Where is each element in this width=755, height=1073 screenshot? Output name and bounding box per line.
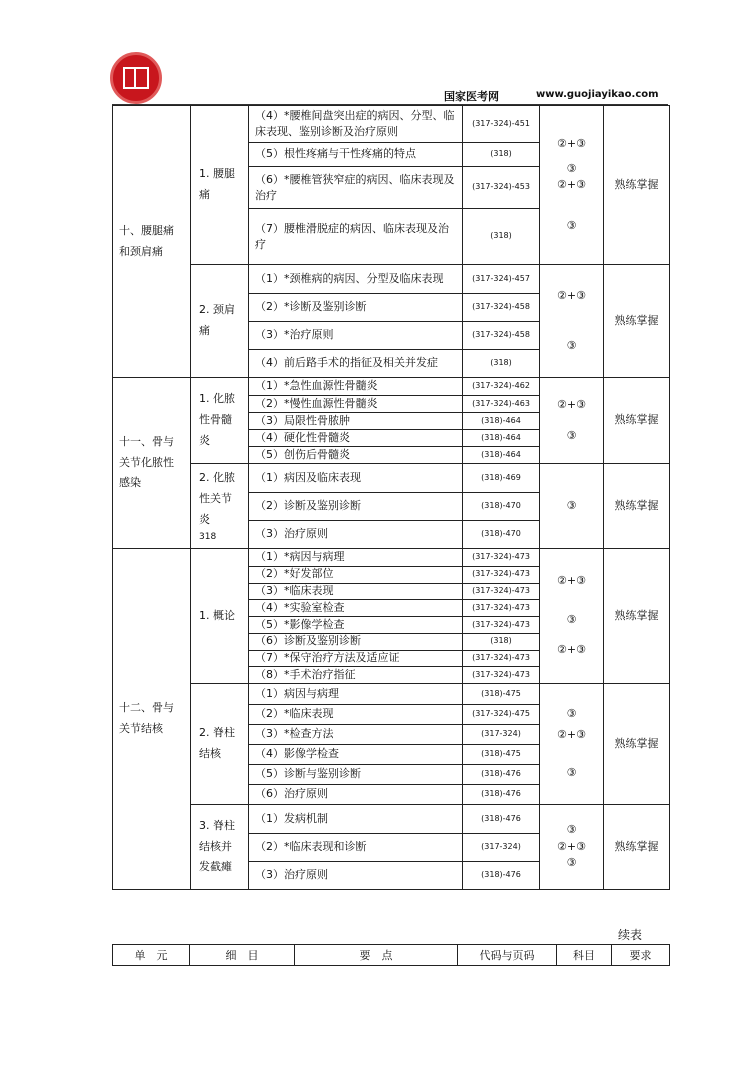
column-header: 要求 [612,945,670,966]
unit-name: 十一、骨与关节化脓性感染 [113,378,191,549]
column-header: 科目 [557,945,612,966]
subject-mark: ③ [566,339,577,352]
table-row [113,805,670,890]
point-text: （5）根性疼痛与干性疼痛的特点 [249,142,462,166]
point-text: （4）*实验室检查 [249,599,462,616]
point-text: （4）硬化性骨髓炎 [249,429,462,446]
subject-marks [540,684,604,805]
subject-mark: ③ [566,766,577,780]
point-text: （2）*慢性血源性骨髓炎 [249,395,462,412]
subject-mark: ③ [566,218,577,232]
unit-name: 十、腰腿痛和颈肩痛 [113,106,191,378]
continued-table-header [112,944,670,966]
sub-item-name: 1. 概论 [191,549,249,684]
code-text: (317-324)-458 [463,321,539,349]
point-text: （1）*颈椎病的病因、分型及临床表现 [255,271,444,285]
point-text: （6）诊断及鉴别诊断 [249,633,462,650]
subject-mark: ②+③ [557,643,586,657]
code-text: (317-324)-473 [463,666,539,683]
point-text: （3）治疗原则 [249,861,462,889]
point-text: （1）病因与病理 [255,686,339,700]
code-text: (317-324)-475 [463,704,539,724]
requirement: 熟练掌握 [604,464,670,549]
code-text: (317-324)-463 [463,395,539,412]
sub-item-number: 318 [199,532,217,543]
code-text: (318)-476 [463,764,539,784]
code-text: (317-324)-473 [463,599,539,616]
subject-mark: ③ [566,161,577,175]
subject-mark: ③ [566,612,577,626]
column-header: 细 目 [190,945,295,966]
table-row [113,378,670,464]
point-text: （1）发病机制 [255,811,328,825]
subject-mark: ②+③ [557,574,586,588]
code-text: (317-324)-473 [463,583,539,600]
code-text: (317-324)-473 [472,552,530,562]
code-text: (318)-476 [463,861,539,889]
code-text: (317-324) [463,724,539,744]
point-text: （8）*手术治疗指征 [249,666,462,683]
code-text: (318) [463,208,539,264]
subject-marks [540,106,604,265]
subject-mark: ③ [566,498,577,512]
sub-item-name: 3. 脊柱结核并发截瘫 [191,805,249,890]
subject-mark: ②+③ [557,137,586,150]
subject-marks [540,378,604,464]
site-url: www.guojiayikao.com [536,89,659,100]
point-text: （1）病因及临床表现 [255,470,361,484]
code-text: (318) [463,349,539,377]
code-text: (318)-475 [481,688,521,698]
point-text: （1）*病因与病理 [255,550,345,564]
point-text: （4）*腰椎间盘突出症的病因、分型、临床表现、鉴别诊断及治疗原则 [255,109,455,138]
column-header: 单 元 [113,945,190,966]
point-text: （2）*诊断及鉴别诊断 [249,293,462,321]
point-text: （4）前后路手术的指征及相关并发症 [249,349,462,377]
subject-mark: ②+③ [557,288,586,302]
table-row [113,106,670,265]
code-text: (318)-470 [463,492,539,520]
point-text: （2）诊断及鉴别诊断 [249,492,462,520]
point-text: （6）*腰椎管狭窄症的病因、临床表现及治疗 [249,166,462,208]
table-row [113,464,670,549]
point-text: （3）局限性骨脓肿 [249,412,462,429]
table-row [113,684,670,805]
requirement: 熟练掌握 [604,265,670,378]
code-text: (317-324)-453 [463,166,539,208]
unit-name: 十二、骨与关节结核 [113,549,191,890]
subject-mark: ③ [566,428,577,442]
requirement: 熟练掌握 [604,684,670,805]
point-text: （3）*治疗原则 [249,321,462,349]
point-text: （2）*临床表现和诊断 [249,833,462,861]
code-text: (317-324)-457 [472,273,530,283]
point-text: （3）*临床表现 [249,583,462,600]
point-text: （5）*影像学检查 [249,616,462,633]
code-text: (318) [463,633,539,650]
continued-label: 续表 [618,928,643,942]
sub-item-name: 1. 腰腿痛 [191,106,249,265]
point-text: （7）腰椎滑脱症的病因、临床表现及治疗 [249,208,462,264]
code-text: (318)-464 [463,429,539,446]
sub-item-name: 2. 脊柱结核 [191,684,249,805]
site-name: 国家医考网 [444,90,499,103]
table-header-row [113,945,670,966]
point-text: （3）治疗原则 [249,520,462,548]
code-text: (318)-476 [481,813,521,823]
requirement: 熟练掌握 [604,106,670,265]
sub-item-name: 2. 化脓性关节炎 [199,471,235,527]
code-text: (318)-475 [463,744,539,764]
subject-marks [540,265,604,378]
code-text: (317-324)-462 [472,381,530,391]
requirement: 熟练掌握 [604,378,670,464]
code-text: (317-324)-451 [472,118,530,128]
subject-marks [540,549,604,684]
sub-item-name: 1. 化脓性骨髓炎 [191,378,249,464]
sub-item-name: 2. 颈肩痛 [191,265,249,378]
table-row [113,265,670,378]
subject-mark: ②+③ [557,398,586,411]
subject-mark: ③ [566,856,577,870]
subject-marks [540,464,604,549]
guojiayikao-logo [110,52,162,104]
sub-item [191,464,249,549]
subject-mark: ②+③ [557,727,586,741]
point-text: （5）诊断与鉴别诊断 [249,764,462,784]
subject-mark: ②+③ [557,839,586,853]
code-text: (317-324)-473 [463,650,539,667]
code-text: (318)-464 [463,412,539,429]
point-text: （4）影像学检查 [249,744,462,764]
code-text: (317-324)-473 [463,566,539,583]
table-row [113,549,670,684]
subject-marks [540,805,604,890]
column-header: 要 点 [295,945,458,966]
point-text: （2）*临床表现 [249,704,462,724]
point-text: （5）创伤后骨髓炎 [249,446,462,463]
point-text: （1）*急性血源性骨髓炎 [255,379,378,393]
code-text: (317-324)-473 [463,616,539,633]
requirement: 熟练掌握 [604,549,670,684]
column-header: 代码与页码 [458,945,557,966]
code-text: (318) [463,142,539,166]
code-text: (318)-476 [463,784,539,804]
point-text: （7）*保守治疗方法及适应证 [249,650,462,667]
code-text: (317-324) [463,833,539,861]
subject-mark: ③ [566,823,577,837]
point-text: （2）*好发部位 [249,566,462,583]
point-text: （3）*检查方法 [249,724,462,744]
code-text: (317-324)-458 [463,293,539,321]
code-text: (318)-469 [481,472,521,482]
subject-mark: ②+③ [557,178,586,191]
subject-mark: ③ [566,707,577,721]
code-text: (318)-470 [463,520,539,548]
code-text: (318)-464 [463,446,539,463]
point-text: （6）治疗原则 [249,784,462,804]
syllabus-table [112,105,670,890]
requirement: 熟练掌握 [604,805,670,890]
